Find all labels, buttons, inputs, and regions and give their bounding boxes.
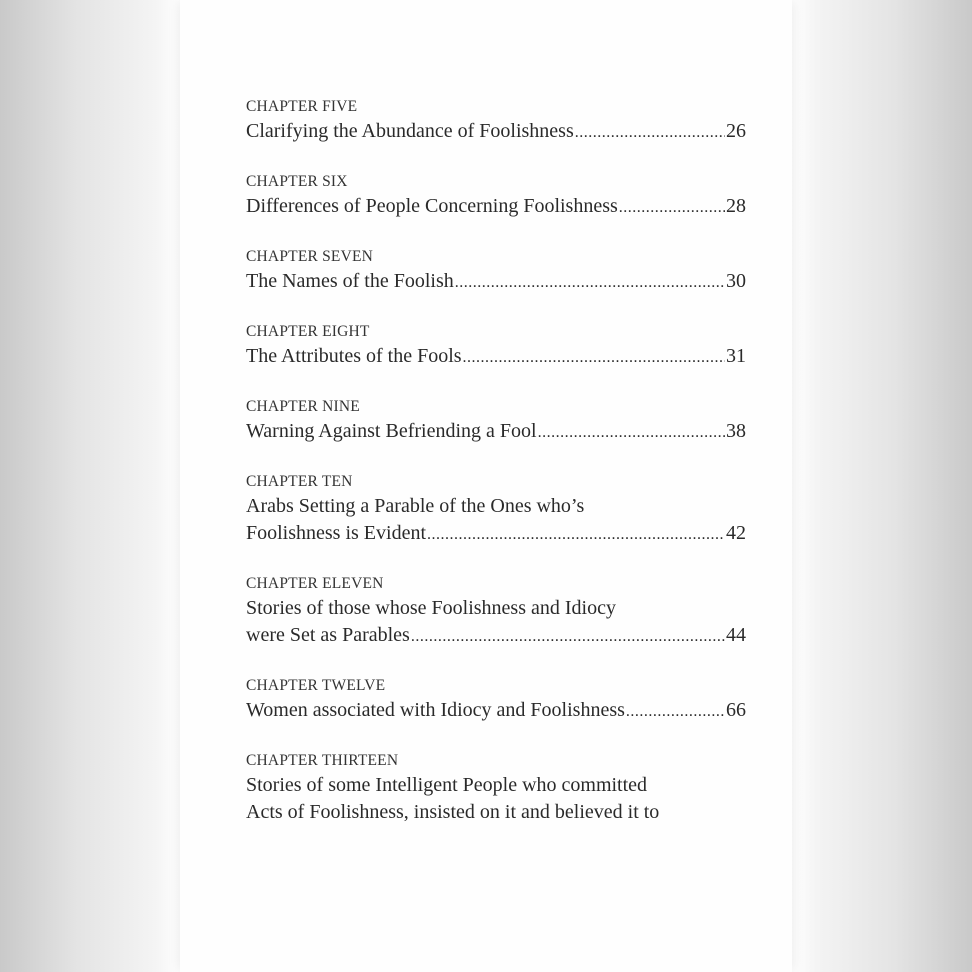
chapter-title: Clarifying the Abundance of Foolishness <box>246 120 574 142</box>
chapter-title-line <box>246 118 746 146</box>
page-number: 42 <box>726 522 746 544</box>
dot-leader <box>538 419 725 446</box>
chapter-label: CHAPTER THIRTEEN <box>246 752 399 769</box>
page-number: 44 <box>726 624 746 646</box>
page-number: 38 <box>726 420 746 442</box>
page-number: 31 <box>726 345 746 367</box>
page-number: 26 <box>726 120 746 142</box>
chapter-title: Warning Against Befriending a Fool <box>246 420 537 442</box>
chapter-label: CHAPTER NINE <box>246 398 360 415</box>
chapter-title: Foolishness is Evident <box>246 522 427 544</box>
toc-entry-chapter-ten <box>246 471 746 548</box>
chapter-label: CHAPTER ELEVEN <box>246 575 384 592</box>
chapter-title-line <box>246 520 746 548</box>
dot-leader <box>455 269 725 296</box>
toc-entry-chapter-five <box>246 96 746 146</box>
dot-leader <box>411 623 725 650</box>
chapter-label: CHAPTER TWELVE <box>246 677 386 694</box>
toc-entry-chapter-seven <box>246 246 746 296</box>
chapter-title-line <box>246 193 746 221</box>
chapter-title-line <box>246 268 746 296</box>
dot-leader <box>463 344 725 371</box>
chapter-title-continued: Arabs Setting a Parable of the Ones who’s <box>246 495 585 517</box>
toc-entry-chapter-eight <box>246 321 746 371</box>
toc-entry-chapter-eleven <box>246 573 746 650</box>
toc-entry-chapter-twelve <box>246 675 746 725</box>
chapter-title: were Set as Parables <box>246 624 410 646</box>
chapter-label: CHAPTER SEVEN <box>246 248 374 265</box>
page-number: 28 <box>726 195 746 217</box>
chapter-title-line <box>246 622 746 650</box>
dot-leader <box>427 521 725 548</box>
chapter-title: Differences of People Concerning Foolishness <box>246 195 618 217</box>
book-page <box>180 0 792 972</box>
toc-entry-chapter-nine <box>246 396 746 446</box>
page-number: 30 <box>726 270 746 292</box>
chapter-title-continued: Stories of some Intelligent People who committed <box>246 774 648 796</box>
chapter-label: CHAPTER TEN <box>246 473 353 490</box>
dot-leader <box>626 698 725 725</box>
page-number: 66 <box>726 699 746 721</box>
dot-leader <box>619 194 725 221</box>
chapter-title-line <box>246 418 746 446</box>
chapter-label: CHAPTER EIGHT <box>246 323 370 340</box>
chapter-title: Women associated with Idiocy and Foolishness <box>246 699 625 721</box>
dot-leader <box>575 119 725 146</box>
toc-entry-chapter-thirteen <box>246 750 746 826</box>
chapter-title-continued: Acts of Foolishness, insisted on it and believed it to <box>246 801 660 823</box>
chapter-title-line <box>246 343 746 371</box>
chapter-label: CHAPTER SIX <box>246 173 348 190</box>
chapter-title-continued: Stories of those whose Foolishness and Idiocy <box>246 597 616 619</box>
chapter-title-line <box>246 697 746 725</box>
chapter-title: The Names of the Foolish <box>246 270 454 292</box>
chapter-label: CHAPTER FIVE <box>246 98 358 115</box>
toc-entry-chapter-six <box>246 171 746 221</box>
chapter-title: The Attributes of the Fools <box>246 345 462 367</box>
table-of-contents <box>246 96 746 851</box>
